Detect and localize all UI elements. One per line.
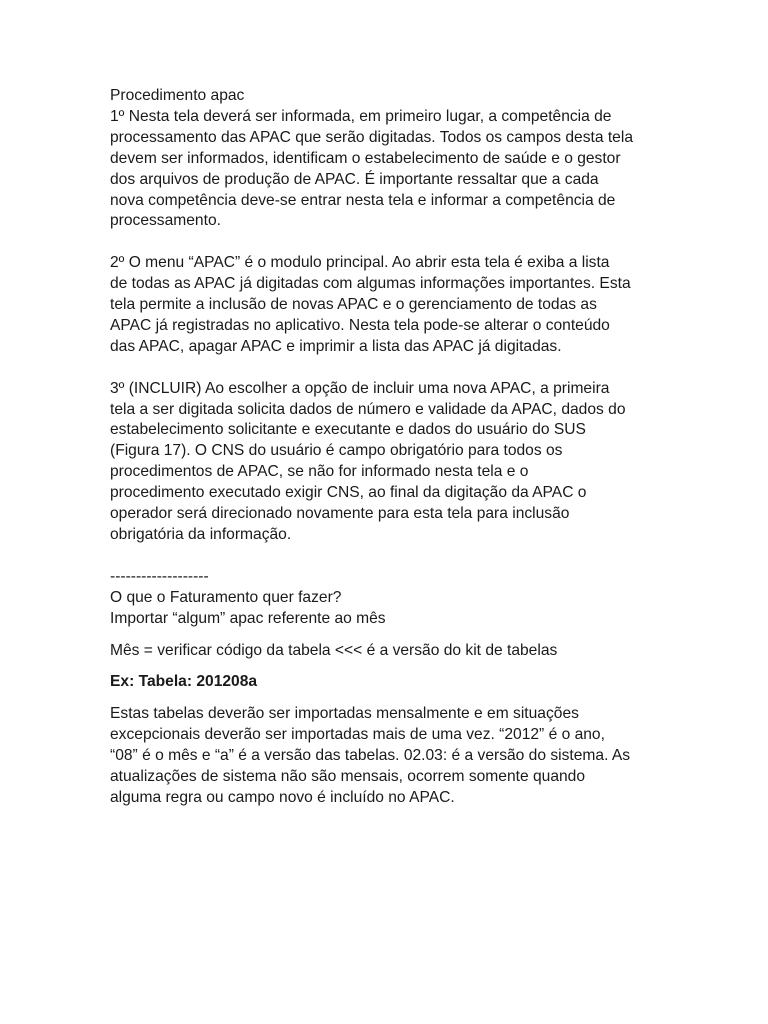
blank-line bbox=[110, 358, 662, 379]
document-title: Procedimento apac bbox=[110, 87, 245, 104]
explanation-paragraph: Estas tabelas deverão ser importadas mensalmente e em situações excepcionais deverão ser importadas mais de uma vez. “2012” é o ano, “08” é o mês e “a” é a versão das tabelas. 02.03: é a versão do sistema. As atualizações de sistema não são mensais, ocorrem somente quando alguma regra ou campo novo é incluído no APAC. bbox=[110, 705, 631, 806]
blank-line bbox=[110, 232, 662, 253]
paragraph-step-1: 1º Nesta tela deverá ser informada, em primeiro lugar, a competência de processamento das APAC que serão digitadas. Todos os campos desta tela devem ser informados, identificam o estabelecimento de saúde e o gestor dos arquivos de produção de APAC. É importante ressaltar que a cada nova competência deve-se entrar nesta tela e informar a competência de processamento. bbox=[110, 107, 633, 230]
import-line: Importar “algum” apac referente ao mês bbox=[110, 609, 386, 627]
separator-line: ------------------- bbox=[110, 567, 209, 585]
paragraph-step-2: 2º O menu “APAC” é o modulo principal. Ao abrir esta tela é exiba a lista de todas as APAC já digitadas com algumas informações importantes. Esta tela permite a inclusão de novas APAC e o gerenciamento de todas as APAC já registradas no aplicativo. Nesta tela pode-se alterar o conteúdo das APAC, apagar APAC e imprimir a lista das APAC já digitadas. bbox=[110, 254, 631, 355]
example-line: Ex: Tabela: 201208a bbox=[110, 673, 258, 691]
paragraph-step-3: 3º (INCLUIR) Ao escolher a opção de incluir uma nova APAC, a primeira tela a ser digitada solicita dados de número e validade da APAC, dados do estabelecimento solicitante e executante e dados do usuário do SUS (Figura 17). O CNS do usuário é campo obrigatório para todos os procedimentos de APAC, se não for informado nesta tela e o procedimento executado exigir CNS, ao final da digitação da APAC o operador será direcionado novamente para esta tela para inclusão obrigatória da informação. bbox=[110, 379, 626, 543]
blank-line bbox=[110, 546, 662, 567]
document-body bbox=[110, 86, 662, 809]
paragraph-spacing bbox=[110, 630, 662, 641]
question-line: O que o Faturamento quer fazer? bbox=[110, 588, 342, 606]
paragraph-spacing bbox=[110, 693, 662, 704]
paragraph-spacing bbox=[110, 661, 662, 672]
month-line: Mês = verificar código da tabela <<< é a versão do kit de tabelas bbox=[110, 641, 558, 659]
